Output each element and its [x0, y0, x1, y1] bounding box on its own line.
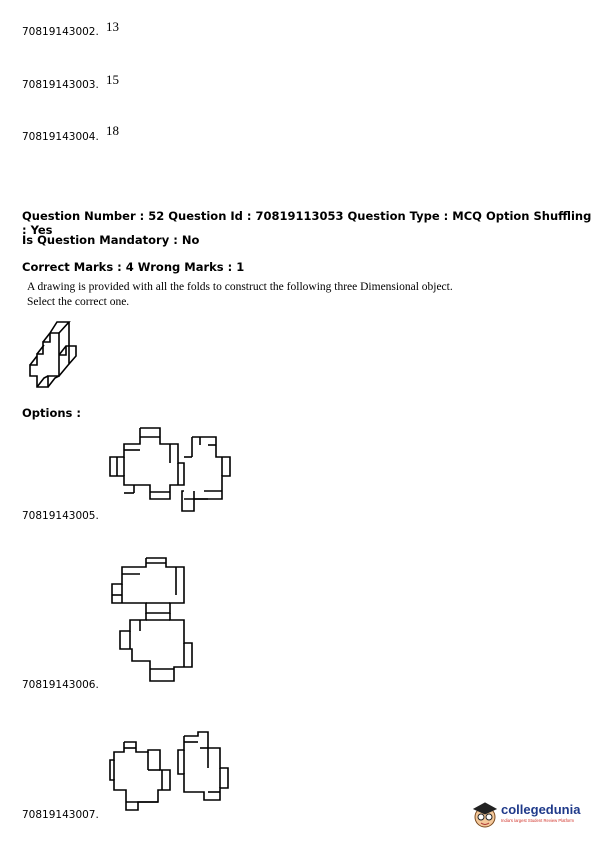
- prev-option-id-1: 70819143002.: [22, 26, 99, 38]
- question-header: Question Number : 52 Question Id : 70819113053 Question Type : MCQ Option Shuffling : Yes: [22, 209, 592, 237]
- option-a-id[interactable]: 70819143005.: [22, 510, 99, 522]
- question-text-line-1: A drawing is provided with all the folds to construct the following three Dimensional object.: [27, 281, 453, 293]
- option-b-id[interactable]: 70819143006.: [22, 679, 99, 691]
- collegedunia-logo: [472, 799, 592, 831]
- options-label: Options :: [22, 406, 81, 420]
- question-3d-object-figure: [28, 318, 98, 396]
- question-marks: Correct Marks : 4 Wrong Marks : 1: [22, 260, 245, 274]
- prev-option-id-2: 70819143003.: [22, 79, 99, 91]
- option-c-id[interactable]: 70819143007.: [22, 809, 99, 821]
- option-c-net-figure[interactable]: [108, 730, 240, 816]
- question-mandatory: Is Question Mandatory : No: [22, 233, 200, 247]
- prev-option-value-1: 13: [106, 19, 119, 34]
- prev-option-value-2: 15: [106, 72, 119, 87]
- logo-tagline: India's largest Student Review Platform: [501, 818, 574, 823]
- prev-option-value-3: 18: [106, 123, 119, 138]
- logo-name: collegedunia: [501, 802, 581, 817]
- option-b-net-figure[interactable]: [110, 557, 200, 687]
- mascot-icon: [472, 801, 498, 829]
- prev-option-id-3: 70819143004.: [22, 131, 99, 143]
- option-a-net-figure[interactable]: [104, 427, 238, 513]
- question-text-line-2: Select the correct one.: [27, 296, 130, 308]
